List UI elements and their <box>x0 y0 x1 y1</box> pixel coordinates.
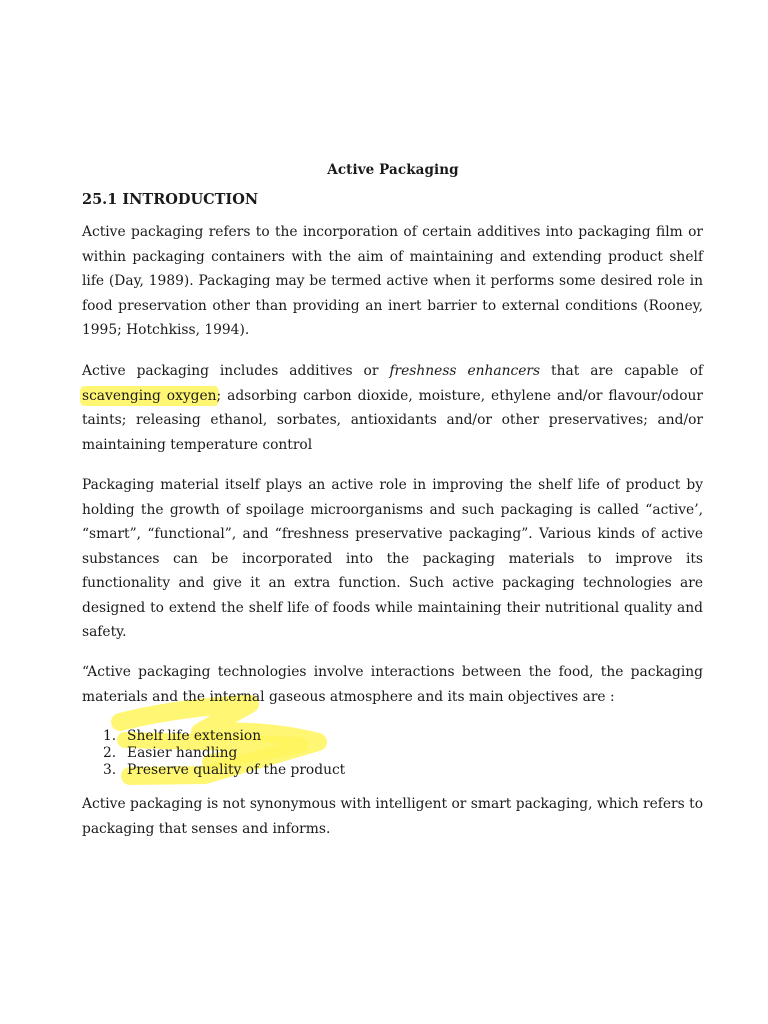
list-text: Preserve quality of the product <box>127 762 346 778</box>
list-item <box>103 762 345 779</box>
section-heading: 25.1 INTRODUCTION <box>82 191 259 208</box>
list-item <box>103 728 345 745</box>
objectives-list <box>103 728 345 779</box>
paragraph-additives <box>82 359 703 457</box>
paragraph-text: ; adsorbing carbon dioxide, moisture, ethylene and/or flavour/odour taints; releasing ethanol, sorbates, antioxidants and/or other preservatives; and/or maintaining temperature control <box>82 387 703 453</box>
paragraph-text: that are capable of <box>540 363 704 379</box>
page-title: Active Packaging <box>327 162 459 178</box>
list-text: Easier handling <box>127 745 238 761</box>
italic-term: freshness enhancers <box>389 363 541 379</box>
paragraph-objectives-intro: “Active packaging technologies involve interactions between the food, the packaging materials and the internal gaseous atmosphere and its main objectives are : <box>82 664 703 705</box>
paragraph-material: Packaging material itself plays an active role in improving the shelf life of product by holding the growth of spoilage microorganisms and such packaging is called “active’, “smart”, “functional”, and “freshness preservative packaging”. Various kinds of active substances can be incorporated into the packaging materials to improve its functionality and give it an extra function. Such active packaging technologies are designed to extend the shelf life of foods while maintaining their nutritional quality and safety. <box>82 477 703 640</box>
list-number: 2. <box>103 745 117 761</box>
list-item <box>103 745 345 762</box>
list-number: 1. <box>103 728 117 744</box>
list-number: 3. <box>103 762 117 778</box>
list-text: Shelf life extension <box>127 728 262 744</box>
paragraph-intro: Active packaging refers to the incorporation of certain additives into packaging film or within packaging containers with the aim of maintaining and extending product shelf life (Day, 1989). Packaging may be termed active when it performs some desired role in food preservation other than providing an inert barrier to external conditions (Rooney, 1995; Hotchkiss, 1994). <box>82 224 703 338</box>
paragraph-text: Active packaging includes additives or <box>82 363 390 379</box>
highlighted-term: scavenging oxygen <box>82 387 217 404</box>
paragraph-distinction: Active packaging is not synonymous with intelligent or smart packaging, which refers to packaging that senses and informs. <box>82 796 703 837</box>
